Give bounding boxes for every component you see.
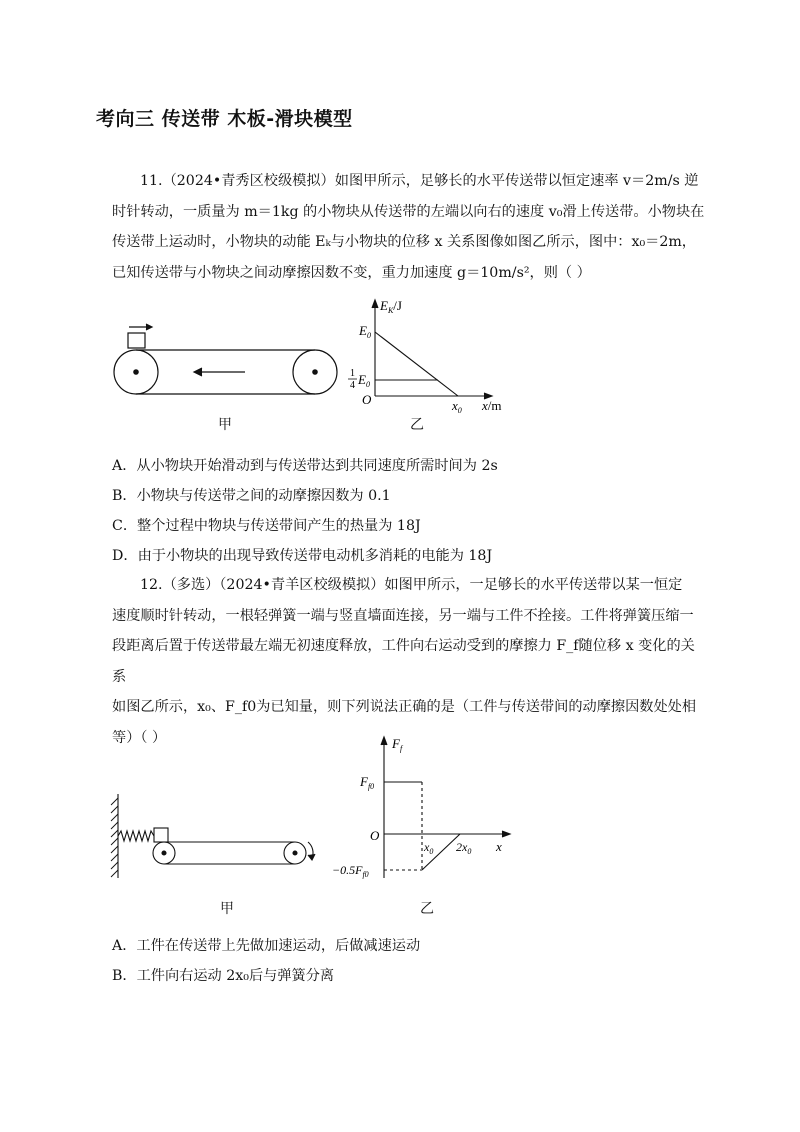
q12-x-axis-label: x — [496, 839, 502, 854]
q11-graph-yi — [340, 292, 530, 422]
q12-option-b[interactable]: B．工件向右运动 2x₀后与弹簧分离 — [112, 968, 335, 984]
q12-stem-line1: 如图甲所示，一足够长的水平传送带以某一恒定 — [384, 577, 683, 593]
q11-caption-jia: 甲 — [218, 417, 232, 433]
q12-ff0-label: $F_{f0}$ — [360, 774, 375, 791]
svg-text:4: 4 — [350, 380, 355, 391]
q11-option-c[interactable]: C．整个过程中物块与传送带间产生的热量为 18J — [112, 518, 421, 534]
q11-stem-line4: 已知传送带与小物块之间动摩擦因数不变，重力加速度 g＝10m/s²，则（ ） — [112, 264, 591, 281]
q12-caption-jia: 甲 — [220, 901, 234, 917]
q11-e0-label: $E_0$ — [359, 323, 371, 340]
q12-neg-label: $-0.5F_{f0}$ — [332, 863, 369, 879]
q12-caption-yi: 乙 — [420, 901, 434, 917]
q12-source: （2024•青羊区校级模拟） — [219, 577, 385, 593]
q11-origin: O — [362, 392, 372, 407]
q11-option-d[interactable]: D．由于小物块的出现导致传送带电动机多消耗的电能为 18J — [112, 548, 493, 564]
q12-figure-jia — [108, 790, 328, 886]
q11-stem-line3: 传送带上运动时，小物块的动能 Eₖ与小物块的位移 x 关系图像如图乙所示，图中：x₀＝2m， — [112, 234, 696, 250]
q11-stem-line2: 时针转动，一质量为 m＝1kg 的小物块从传送带的左端以向右的速度 v₀滑上传送带。小物块在 — [112, 203, 705, 220]
q11-option-b[interactable]: B．小物块与传送带之间的动摩擦因数为 0.1 — [112, 488, 391, 504]
q12-2x0-label: $2x_0$ — [456, 840, 472, 856]
q12-stem-line4: 如图乙所示，x₀、F_f0为已知量，则下列说法正确的是（工件与传送带间的动摩擦因数处处相 — [112, 699, 697, 715]
q12-number: 12. — [140, 577, 163, 593]
q12-stem-line2: 速度顺时针转动，一根轻弹簧一端与竖直墙面连接，另一端与工件不拴接。工件将弹簧压缩一 — [112, 607, 694, 624]
q12-stem-line3: 段距离后置于传送带最左端无初速度释放，工件向右运动受到的摩擦力 F_f随位移 x 变化的关系 — [112, 638, 695, 685]
svg-text:EK/J: $E_K/J$ — [380, 298, 402, 315]
q11-source: （2024•青秀区校级模拟） — [162, 173, 335, 189]
q12-option-a[interactable]: A．工件在传送带上先做加速运动，后做减速运动 — [112, 938, 421, 954]
q12-y-axis-label: $F_f$ — [392, 736, 403, 753]
q11-ek-line — [375, 332, 458, 396]
q12-spring — [118, 831, 154, 841]
q12-origin: O — [370, 828, 380, 843]
q12-stem — [112, 570, 708, 753]
q11-x-axis-label: x/m — [482, 398, 502, 413]
svg-text:1: 1 — [350, 368, 355, 379]
q11-number: 11. — [140, 173, 163, 189]
q11-stem — [112, 166, 708, 288]
q11-quarter-label: $E_0$ — [358, 372, 370, 389]
q11-caption-yi: 乙 — [410, 417, 424, 433]
q12-x0-label: $x_0$ — [424, 840, 434, 856]
q11-x0-label: $x_0$ — [452, 398, 462, 415]
q11-stem-line1: 如图甲所示，足够长的水平传送带以恒定速率 v＝2m/s 逆 — [334, 173, 699, 189]
q12-block — [154, 828, 168, 842]
q12-graph-yi — [330, 730, 520, 890]
section-title: 考向三 传送带 木板-滑块模型 — [96, 108, 353, 130]
q12-tag: （多选） — [162, 577, 220, 593]
q11-option-a[interactable]: A．从小物块开始滑动到与传送带达到共同速度所需时间为 2s — [112, 458, 498, 474]
q12-stem-line5: 等）（ ） — [112, 729, 167, 746]
q11-block — [128, 333, 145, 348]
q11-figure-jia — [105, 318, 345, 404]
